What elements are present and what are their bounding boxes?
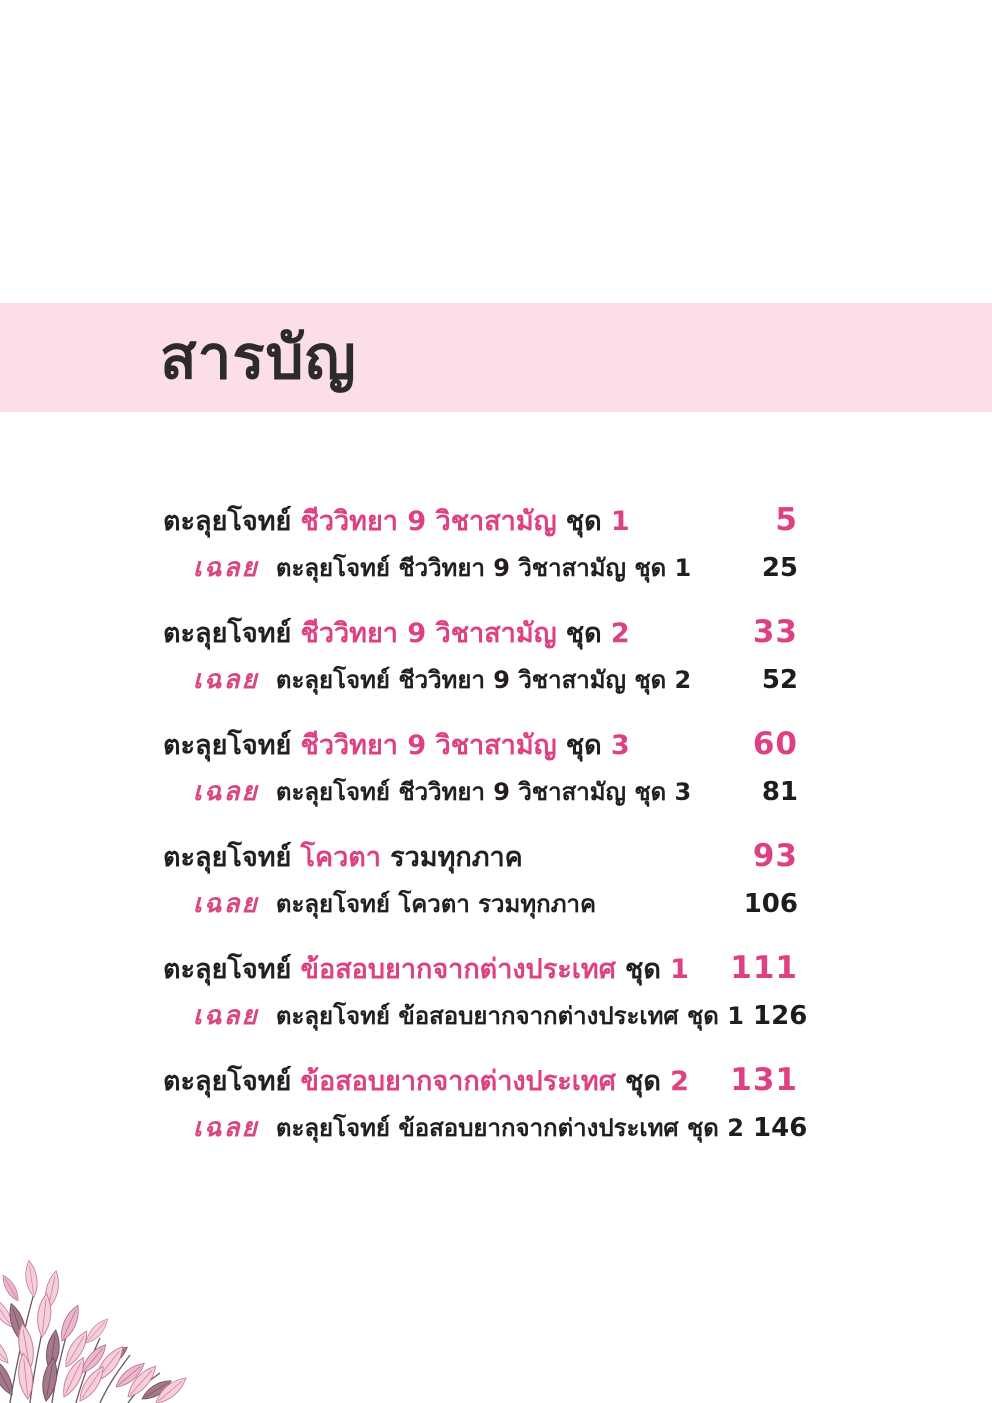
answer-label: เฉลย bbox=[193, 553, 259, 583]
entry-page-number: 93 bbox=[752, 838, 798, 874]
entry-page-number: 111 bbox=[730, 950, 798, 986]
answer-label: เฉลย bbox=[193, 889, 259, 919]
entry-page-number: 5 bbox=[775, 502, 798, 538]
answer-label: เฉลย bbox=[193, 665, 259, 695]
entry-subject: โควตา bbox=[300, 842, 381, 873]
answer-page-number: 106 bbox=[743, 889, 798, 919]
entry-prefix: ตะลุยโจทย์ bbox=[163, 842, 292, 873]
answer-text: ตะลุยโจทย์ ข้อสอบยากจากต่างประเทศ ชุด 2 bbox=[275, 1114, 744, 1142]
toc-entry-title-row bbox=[163, 1063, 798, 1099]
entry-subject: ข้อสอบยากจากต่างประเทศ bbox=[300, 954, 616, 985]
toc-entry bbox=[163, 503, 798, 585]
entry-subject: ชีววิทยา 9 วิชาสามัญ bbox=[300, 506, 557, 537]
entry-suffix: ชุด bbox=[565, 506, 602, 537]
toc-entry-title-row bbox=[163, 839, 798, 875]
entry-prefix: ตะลุยโจทย์ bbox=[163, 730, 292, 761]
entry-page-number: 60 bbox=[752, 726, 798, 762]
entry-set-number: 1 bbox=[670, 954, 689, 985]
toc-entry-answer-row bbox=[163, 1111, 808, 1145]
entry-page-number: 33 bbox=[752, 614, 798, 650]
entry-suffix: ชุด bbox=[625, 954, 661, 985]
leaves-decoration-illustration bbox=[0, 1245, 205, 1403]
entry-suffix: ชุด bbox=[565, 618, 602, 649]
page-title: สารบัญ bbox=[160, 322, 357, 393]
entry-set-number: 2 bbox=[670, 1066, 689, 1097]
entry-prefix: ตะลุยโจทย์ bbox=[163, 1066, 292, 1097]
toc-list bbox=[163, 502, 808, 1175]
answer-label: เฉลย bbox=[193, 777, 259, 807]
entry-prefix: ตะลุยโจทย์ bbox=[163, 506, 292, 537]
entry-subject: ชีววิทยา 9 วิชาสามัญ bbox=[300, 730, 557, 761]
toc-entry bbox=[163, 950, 808, 1033]
toc-entry-title-row bbox=[163, 951, 798, 987]
header-band bbox=[0, 303, 992, 412]
entry-prefix: ตะลุยโจทย์ bbox=[163, 618, 292, 649]
answer-text: ตะลุยโจทย์ ชีววิทยา 9 วิชาสามัญ ชุด 2 bbox=[275, 666, 692, 694]
answer-page-number: 81 bbox=[761, 777, 798, 807]
toc-entry-answer-row bbox=[163, 887, 798, 921]
toc-entry-answer-row bbox=[163, 999, 808, 1033]
toc-entry bbox=[163, 727, 798, 809]
entry-prefix: ตะลุยโจทย์ bbox=[163, 954, 292, 985]
answer-label: เฉลย bbox=[193, 1113, 259, 1143]
entry-suffix: ชุด bbox=[565, 730, 602, 761]
entry-page-number: 131 bbox=[730, 1062, 798, 1098]
toc-entry bbox=[163, 839, 798, 921]
answer-text: ตะลุยโจทย์ ชีววิทยา 9 วิชาสามัญ ชุด 1 bbox=[275, 554, 692, 582]
toc-entry-title-row bbox=[163, 503, 798, 539]
answer-text: ตะลุยโจทย์ โควตา รวมทุกภาค bbox=[275, 890, 597, 918]
entry-set-number: 1 bbox=[610, 506, 630, 537]
entry-suffix: รวมทุกภาค bbox=[390, 842, 523, 873]
toc-entry-title-row bbox=[163, 615, 798, 651]
answer-label: เฉลย bbox=[193, 1001, 259, 1031]
answer-page-number: 146 bbox=[753, 1113, 808, 1143]
entry-suffix: ชุด bbox=[625, 1066, 661, 1097]
toc-entry-answer-row bbox=[163, 775, 798, 809]
entry-subject: ข้อสอบยากจากต่างประเทศ bbox=[300, 1066, 616, 1097]
entry-set-number: 3 bbox=[610, 730, 630, 761]
answer-page-number: 25 bbox=[761, 553, 798, 583]
toc-entry-answer-row bbox=[163, 663, 798, 697]
entry-set-number: 2 bbox=[610, 618, 630, 649]
toc-entry-title-row bbox=[163, 727, 798, 763]
entry-subject: ชีววิทยา 9 วิชาสามัญ bbox=[300, 618, 557, 649]
toc-entry bbox=[163, 1062, 808, 1145]
toc-entry bbox=[163, 615, 798, 697]
toc-entry-answer-row bbox=[163, 551, 798, 585]
answer-text: ตะลุยโจทย์ ข้อสอบยากจากต่างประเทศ ชุด 1 bbox=[275, 1002, 744, 1030]
answer-text: ตะลุยโจทย์ ชีววิทยา 9 วิชาสามัญ ชุด 3 bbox=[275, 778, 692, 806]
answer-page-number: 52 bbox=[761, 665, 798, 695]
answer-page-number: 126 bbox=[753, 1001, 808, 1031]
